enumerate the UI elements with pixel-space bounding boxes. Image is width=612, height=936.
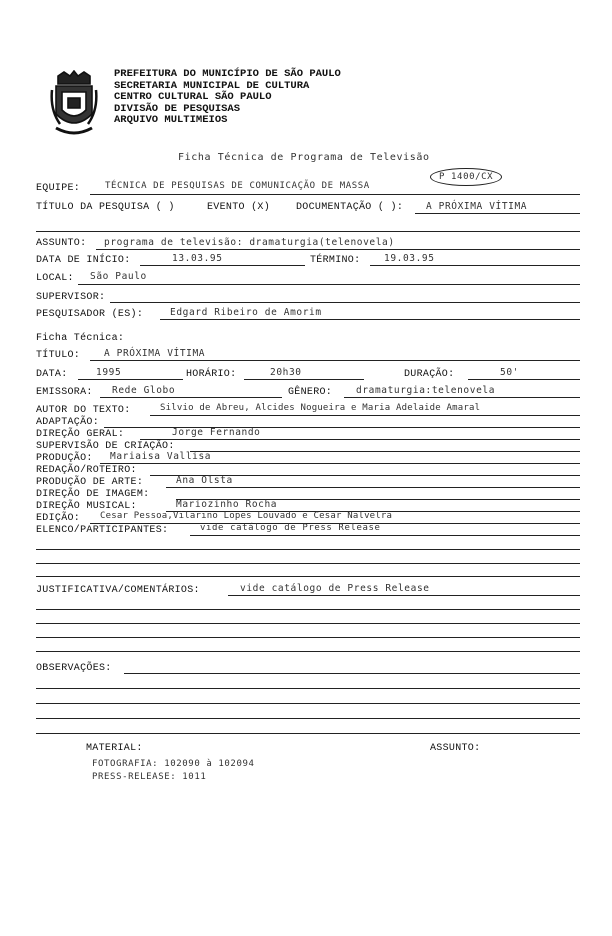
blank-rule-3: [36, 563, 580, 564]
assunto-rule: [96, 249, 580, 250]
equipe-value: TÉCNICA DE PESQUISAS DE COMUNICAÇÃO DE MASSA: [105, 181, 370, 191]
genero-label: GÊNERO:: [288, 387, 333, 398]
blank-rule-8: [36, 651, 580, 652]
data-rule: [78, 379, 183, 380]
local-value: São Paulo: [90, 271, 147, 282]
titulo-label: TÍTULO:: [36, 350, 81, 361]
material-label: MATERIAL:: [86, 743, 143, 754]
supervisor-rule: [110, 302, 580, 303]
assunto-label: ASSUNTO:: [36, 238, 87, 249]
data-inicio-rule: [140, 265, 305, 266]
autor-label: AUTOR DO TEXTO:: [36, 405, 131, 416]
header-line-4: DIVISÃO DE PESQUISAS: [114, 102, 241, 115]
observacoes-label: OBSERVAÇÕES:: [36, 663, 112, 674]
form-title: Ficha Técnica de Programa de Televisão: [178, 152, 430, 163]
producao-arte-value: Ana Olsta: [176, 475, 233, 486]
supervisor-label: SUPERVISOR:: [36, 292, 106, 303]
titulo-rule: [90, 360, 580, 361]
justificativa-label: JUSTIFICATIVA/COMENTÁRIOS:: [36, 585, 200, 596]
producao-label: PRODUÇÃO:: [36, 453, 93, 464]
equipe-rule: [90, 194, 580, 195]
redacao-label: REDAÇÃO/ROTEIRO:: [36, 465, 137, 476]
horario-rule: [244, 379, 364, 380]
data-value: 1995: [96, 367, 122, 378]
pesquisador-label: PESQUISADOR (ES):: [36, 309, 144, 320]
blank-rule-2: [36, 549, 580, 550]
local-rule: [78, 284, 580, 285]
adaptacao-label: ADAPTAÇÃO:: [36, 417, 100, 428]
direcao-musical-value: Mariozinho Rocha: [176, 499, 278, 510]
titulo-value: A PRÓXIMA VÍTIMA: [104, 348, 206, 359]
producao-arte-rule: [166, 487, 580, 488]
blank-rule-5: [36, 609, 580, 610]
duracao-rule: [468, 379, 580, 380]
blank-rule-9: [36, 688, 580, 689]
blank-rule-6: [36, 623, 580, 624]
horario-value: 20h30: [270, 367, 302, 378]
titulo-pesquisa-rule: [415, 213, 580, 214]
elenco-value: vide catálogo de Press Release: [200, 523, 381, 533]
blank-rule-4: [36, 576, 580, 577]
equipe-label: EQUIPE:: [36, 183, 81, 194]
institution-header: [114, 69, 341, 127]
direcao-imagem-label: DIREÇÃO DE IMAGEM:: [36, 489, 150, 500]
elenco-rule: [190, 535, 580, 536]
direcao-geral-value: Jorge Fernando: [172, 427, 261, 438]
producao-arte-label: PRODUÇÃO DE ARTE:: [36, 477, 144, 488]
ficha-tecnica-heading: Ficha Técnica:: [36, 333, 125, 344]
direcao-geral-label: DIREÇÃO GERAL:: [36, 429, 125, 440]
pesquisador-rule: [160, 319, 580, 320]
local-label: LOCAL:: [36, 273, 74, 284]
horario-label: HORÁRIO:: [186, 369, 237, 380]
duracao-value: 50': [500, 367, 519, 378]
evento-label: EVENTO (X): [207, 202, 271, 213]
termino-label: TÉRMINO:: [310, 255, 361, 266]
observacoes-rule: [124, 673, 580, 674]
blank-rule-11: [36, 718, 580, 719]
assunto-value: programa de televisão: dramaturgia(telenovela): [104, 237, 395, 248]
duracao-label: DURAÇÃO:: [404, 369, 455, 380]
header-line-5: ARQUIVO MULTIMEIOS: [114, 114, 228, 126]
justificativa-value: vide catálogo de Press Release: [240, 583, 430, 594]
blank-rule-12: [36, 733, 580, 734]
header-line-1: PREFEITURA DO MUNICÍPIO DE SÃO PAULO: [114, 68, 341, 80]
supervisao-rule: [190, 451, 580, 452]
code-stamp: P 1400/CX: [430, 168, 502, 186]
producao-rule: [100, 463, 580, 464]
autor-value: Silvio de Abreu, Alcides Nogueira e Maria Adelaide Amaral: [160, 403, 481, 413]
pesquisador-value: Edgard Ribeiro de Amorim: [170, 307, 322, 318]
emissora-value: Rede Globo: [112, 385, 176, 396]
edicao-value: Cesar Pessoa,Vilarino Lopes Louvado e Cesar Nalvelra: [100, 511, 393, 521]
blank-rule-7: [36, 637, 580, 638]
elenco-label: ELENCO/PARTICIPANTES:: [36, 525, 169, 536]
header-line-2: SECRETARIA MUNICIPAL DE CULTURA: [114, 79, 310, 92]
municipal-seal: [50, 70, 98, 140]
direcao-musical-label: DIREÇÃO MUSICAL:: [36, 501, 137, 512]
genero-rule: [344, 397, 580, 398]
justificativa-rule: [228, 595, 580, 596]
material-item-1: FOTOGRAFIA: 102090 à 102094: [92, 759, 255, 769]
data-label: DATA:: [36, 369, 68, 380]
emissora-rule: [100, 397, 282, 398]
autor-rule: [150, 415, 580, 416]
supervisao-label: SUPERVISÃO DE CRIAÇÃO:: [36, 441, 175, 452]
producao-value: Mariaisa Vallisa: [110, 451, 212, 462]
material-item-2: PRESS-RELEASE: 1011: [92, 772, 207, 782]
documentacao-label: DOCUMENTAÇÃO ( ):: [296, 202, 404, 213]
header-line-3: CENTRO CULTURAL SÃO PAULO: [114, 91, 272, 103]
titulo-pesquisa-label: TÍTULO DA PESQUISA ( ): [36, 202, 175, 213]
blank-rule-10: [36, 703, 580, 704]
assunto-footer-label: ASSUNTO:: [430, 743, 481, 754]
termino-value: 19.03.95: [384, 253, 435, 264]
direcao-geral-rule: [140, 439, 580, 440]
edicao-label: EDIÇÃO:: [36, 513, 81, 524]
blank-rule-1: [36, 231, 580, 232]
termino-rule: [370, 265, 580, 266]
titulo-pesquisa-value: A PRÓXIMA VÍTIMA: [426, 201, 528, 212]
data-inicio-value: 13.03.95: [172, 253, 223, 264]
genero-value: dramaturgia:telenovela: [356, 385, 496, 396]
emissora-label: EMISSORA:: [36, 387, 93, 398]
data-inicio-label: DATA DE INÍCIO:: [36, 255, 131, 266]
